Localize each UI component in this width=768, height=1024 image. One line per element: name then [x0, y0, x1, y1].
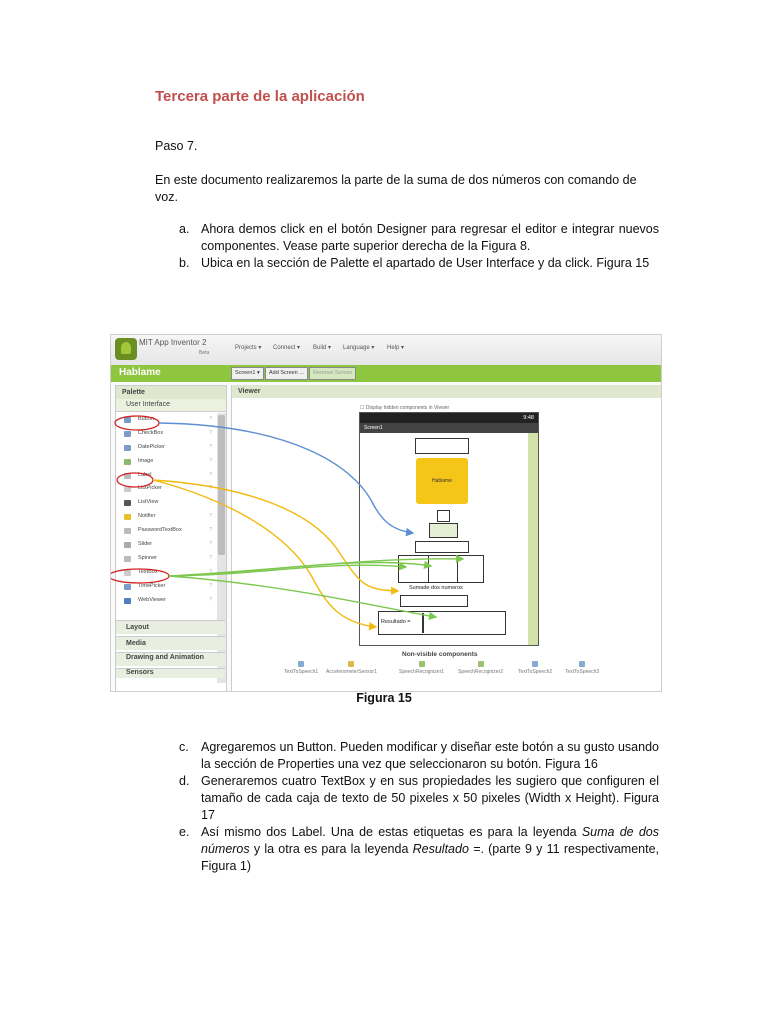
beta-label: Beta — [199, 350, 210, 356]
step-number: Paso 7. — [155, 139, 198, 153]
textbox-icon — [124, 570, 131, 576]
project-name: Hablame — [119, 367, 161, 378]
screen-title: Screen1 — [360, 423, 538, 433]
palette-item[interactable]: Image ? — [116, 455, 216, 469]
suma-label-preview: Sumade dos numeros — [409, 585, 463, 591]
screen-selector[interactable]: Screen1 ▾ — [231, 367, 264, 380]
image-icon — [124, 459, 131, 465]
nonvisible-component[interactable]: TextToSpeech3 — [565, 661, 599, 675]
nonvisible-component[interactable]: SpeechRecognizer2 — [458, 661, 503, 675]
add-screen-button[interactable]: Add Screen ... — [265, 367, 308, 380]
timepicker-icon — [124, 584, 131, 590]
steps-list-bottom — [155, 739, 659, 875]
suma-button-preview[interactable] — [429, 523, 458, 538]
notifier-icon — [124, 514, 131, 520]
viewer-title: Viewer — [232, 385, 662, 398]
palette-item[interactable]: TimePicker ? — [116, 580, 216, 594]
menu-language[interactable]: Language ▾ — [343, 345, 375, 351]
palette-item[interactable]: Slider ? — [116, 538, 216, 552]
button-icon — [124, 417, 131, 423]
nonvisible-title: Non-visible components — [402, 651, 478, 658]
textbox-preview[interactable] — [428, 555, 458, 583]
nonvisible-component[interactable]: TextToSpeech1 — [284, 661, 318, 675]
palette-item[interactable]: Spinner ? — [116, 552, 216, 566]
hablame-button-preview[interactable]: Hablame — [416, 458, 468, 504]
checkbox-icon — [124, 431, 131, 437]
palette-item[interactable]: Button ? — [116, 413, 216, 427]
nonvisible-component[interactable]: TextToSpeech2 — [518, 661, 552, 675]
datepicker-icon — [124, 445, 131, 451]
phone-preview — [359, 412, 539, 646]
palette-category-sensors[interactable]: Sensors — [116, 668, 225, 678]
palette-title: Palette — [116, 386, 226, 399]
palette-category-layout[interactable]: Layout — [116, 620, 225, 634]
resultado-label-preview: Resultado = — [381, 619, 411, 625]
slider-icon — [124, 542, 131, 548]
list-item: c. Agregaremos un Button. Pueden modificar y diseñar este botón a su gusto usando la sección de Properties una vez que seleccionaron su botón. Figura 16 — [179, 740, 659, 771]
intro-paragraph: En este documento realizaremos la parte de la suma de dos números con comando de voz. — [155, 173, 637, 204]
listview-icon — [124, 500, 131, 506]
textbox-preview[interactable] — [400, 595, 468, 607]
palette-item[interactable]: PasswordTextBox ? — [116, 524, 216, 538]
app-inventor-logo — [115, 338, 137, 360]
palette-item[interactable]: CheckBox ? — [116, 427, 216, 441]
palette-item[interactable]: ListView ? — [116, 496, 216, 510]
palette-category-drawing[interactable]: Drawing and Animation — [116, 652, 225, 666]
list-item: a. Ahora demos click en el botón Designer para regresar el editor e integrar nuevos componentes. Vease parte superior derecha de la Figura 8. — [179, 222, 659, 253]
project-toolbar — [111, 365, 661, 382]
figure-caption: Figura 15 — [356, 691, 412, 705]
phone-scrollbar — [528, 433, 538, 645]
list-item: d. Generaremos cuatro TextBox y en sus propiedades les sugiero que configuren el tamaño de cada caja de texto de 50 pixeles x 50 pixeles (Width x Height). Figura 17 — [179, 774, 659, 822]
palette-item[interactable]: Notifier ? — [116, 510, 216, 524]
nonvisible-component[interactable]: SpeechRecognizer1 — [399, 661, 444, 675]
list-item: b. Ubica en la sección de Palette el apartado de User Interface y da click. Figura 15 — [179, 256, 650, 270]
textbox-preview[interactable] — [415, 438, 469, 454]
app-inventor-screenshot — [110, 334, 662, 692]
list-item: e. Así mismo dos Label. Una de estas etiquetas es para la leyenda Suma de dos números y la otra es para la leyenda Resultado =. (parte 9 y 11 respectivamente, Figura 1) — [179, 825, 660, 873]
status-bar: 9:48 — [360, 413, 538, 423]
palette-list — [116, 413, 216, 607]
palette-category-media[interactable]: Media — [116, 636, 225, 650]
viewer-panel — [231, 385, 662, 691]
hidden-components-checkbox[interactable]: ☐ Display hidden components in Viewer — [360, 405, 450, 411]
label-icon — [124, 473, 131, 479]
app-topbar — [111, 335, 661, 366]
menu-build[interactable]: Build ▾ — [313, 345, 332, 351]
palette-section-user-interface[interactable]: User Interface — [116, 399, 226, 412]
divider — [422, 613, 424, 633]
password-icon — [124, 528, 131, 534]
palette-item[interactable]: Label ? — [116, 469, 216, 483]
remove-screen-button[interactable]: Remove Screen — [309, 367, 356, 380]
palette-item[interactable]: DatePicker ? — [116, 441, 216, 455]
menu-connect[interactable]: Connect ▾ — [273, 345, 301, 351]
small-box-preview[interactable] — [437, 510, 450, 522]
palette-item[interactable]: ListPicker ? — [116, 482, 216, 496]
menu-help[interactable]: Help ▾ — [387, 345, 405, 351]
menu-projects[interactable]: Projects ▾ — [235, 345, 262, 351]
steps-list-top — [155, 221, 659, 272]
section-heading: Tercera parte de la aplicación — [155, 88, 365, 105]
spinner-icon — [124, 556, 131, 562]
palette-item[interactable]: WebViewer ? — [116, 594, 216, 608]
listpicker-icon — [124, 486, 131, 492]
webviewer-icon — [124, 598, 131, 604]
palette-panel — [115, 385, 227, 692]
textbox-preview[interactable] — [415, 541, 469, 553]
palette-item[interactable]: TextBox ? — [116, 566, 216, 580]
app-name: MIT App Inventor 2 — [139, 338, 207, 347]
nonvisible-component[interactable]: AccelerometerSensor1 — [326, 661, 377, 675]
